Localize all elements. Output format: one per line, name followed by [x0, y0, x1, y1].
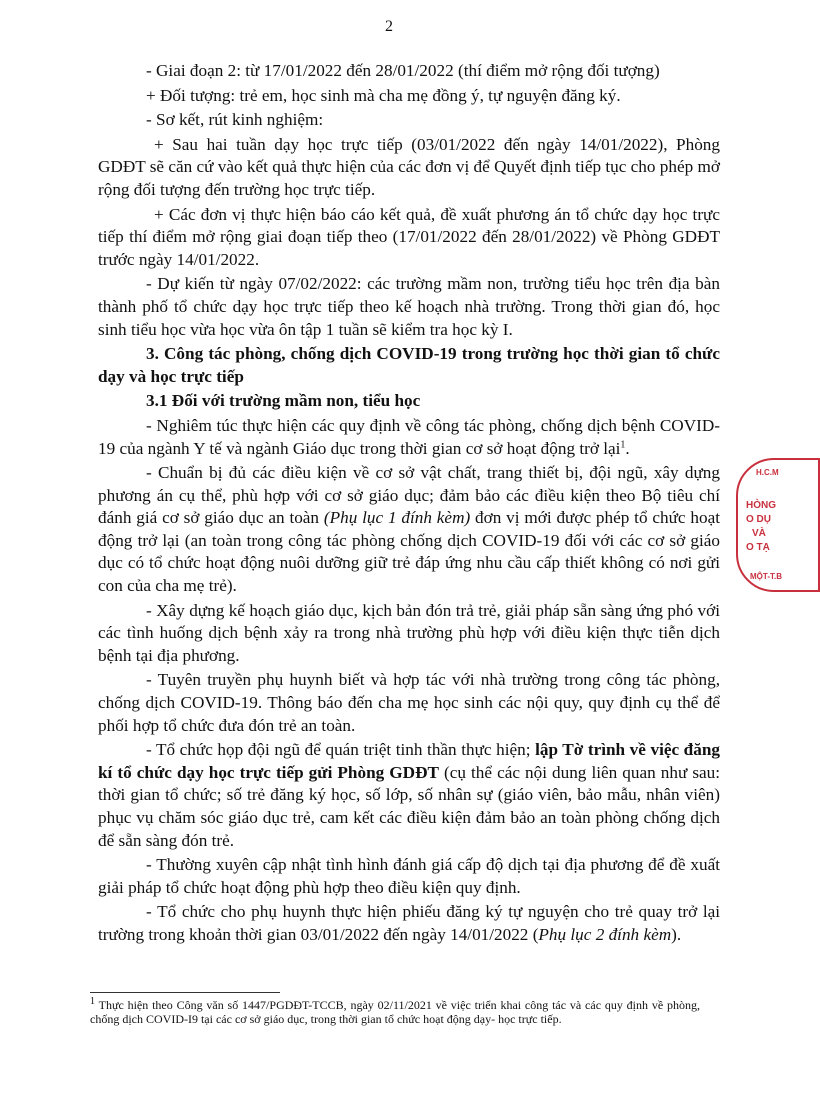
stamp-text: HÒNG [746, 500, 776, 511]
paragraph: - Sơ kết, rút kinh nghiệm: [146, 110, 324, 130]
subsection-heading: 3.1 Đối với trường mầm non, tiểu học [146, 391, 421, 411]
footnote [90, 998, 700, 1026]
page-number: 2 [385, 18, 393, 35]
paragraph: - Giai đoạn 2: từ 17/01/2022 đến 28/01/2022 (thí điểm mở rộng đối tượng) [146, 61, 660, 80]
stamp-text: MỘT-T.B [750, 572, 782, 581]
italic-text: Phụ lục 2 đính kèm [538, 924, 672, 944]
stamp-text: O TẠ [746, 542, 770, 553]
stamp-text: O DỤ [746, 514, 771, 525]
paragraph [98, 901, 720, 946]
stamp-text: VÀ [752, 528, 766, 539]
footnote-mark: 1 [90, 996, 95, 1007]
text-run: - Chuẩn bị đủ các điều kiện về cơ sở vật chất, trang thiết bị, đội ngũ, xây dựng phương án cụ thể, phù hợp với cơ sở giáo dục; đảm bảo các điều kiện theo Bộ tiêu chí đánh giá cơ sở giáo dục an toàn [98, 463, 720, 528]
text-run: . [625, 438, 630, 458]
paragraph: - Dự kiến từ ngày 07/02/2022: các trường mầm non, trường tiểu học trên địa bàn thành phố tổ chức dạy học trực tiếp theo kế hoạch nhà trường. Trong thời gian đó, học sinh tiểu học vừa học vừa ôn tập 1 tuần sẽ kiểm tra học kỳ I. [98, 274, 720, 339]
text-run: đơn vị mới được phép tổ chức hoạt động trở lại (an toàn trong công tác phòng chống dịch COVID-19 đối với các cơ sở giáo dục có tổ chức hoạt động nuôi dưỡng giữ trẻ đáp ứng nhu cầu cấp thiết không có nơi gửi con của cha mẹ trẻ). [98, 508, 720, 596]
paragraph [98, 739, 720, 852]
paragraph: + Các đơn vị thực hiện báo cáo kết quả, đề xuất phương án tổ chức dạy học trực tiếp thí điểm mở rộng giai đoạn tiếp theo (17/01/2022 đến 28/01/2022) về Phòng GDĐT trước ngày 14/01/2022. [98, 204, 720, 269]
paragraph: - Xây dựng kế hoạch giáo dục, kịch bản đón trả trẻ, giải pháp sẵn sàng ứng phó với các tình huống dịch bệnh xảy ra trong nhà trường phù hợp với điều kiện thực tiễn dịch bệnh tại địa phương. [98, 600, 720, 665]
text-run: - Tổ chức họp đội ngũ để quán triệt tinh thần thực hiện; [146, 740, 536, 760]
italic-text: (Phụ lục 1 đính kèm) [323, 508, 471, 528]
bold-text: lập Tờ trình về việc đăng kí tổ chức dạy học trực tiếp gửi Phòng GDĐT [98, 740, 720, 782]
paragraph: + Đối tượng: trẻ em, học sinh mà cha mẹ đồng ý, tự nguyện đăng ký. [146, 85, 621, 105]
footnote-text: Thực hiện theo Công văn số 1447/PGDĐT-TCCB, ngày 02/11/2021 về việc triển khai công tác và các quy định về phòng, chống dịch COVID-I9 tại các cơ sở giáo dục, trong thời gian tổ chức hoạt động dạy- học trực tiếp. [90, 998, 700, 1026]
paragraph [98, 415, 720, 460]
text-run: - Nghiêm túc thực hiện các quy định về công tác phòng, chống dịch bệnh COVID-19 của ngành Y tế và ngành Giáo dục trong thời gian cơ sở hoạt động trở lại [98, 415, 720, 458]
paragraph: - Tuyên truyền phụ huynh biết và hợp tác với nhà trường trong công tác phòng, chống dịch COVID-19. Thông báo đến cha mẹ học sinh các nội quy, quy định cụ thể để phối hợp tổ chức đưa đón trẻ an toàn. [98, 670, 720, 735]
footnote-divider [90, 992, 280, 993]
text-run: - Tổ chức cho phụ huynh thực hiện phiếu đăng ký tự nguyện cho trẻ quay trở lại trường trong khoản thời gian 03/01/2022 đến ngày 14/01/2022 ( [98, 902, 720, 944]
document-body [98, 60, 720, 949]
stamp-text: H.C.M [756, 468, 779, 477]
paragraph: + Sau hai tuần dạy học trực tiếp (03/01/2022 đến ngày 14/01/2022), Phòng GDĐT sẽ căn cứ vào kết quả thực hiện của các đơn vị để Quyết định tiếp tục cho phép mở rộng đối tượng đến trường học trực tiếp. [98, 134, 720, 199]
section-heading: 3. Công tác phòng, chống dịch COVID-19 trong trường học thời gian tổ chức dạy và học trực tiếp [98, 344, 720, 386]
official-stamp [736, 458, 820, 592]
footnote-reference: 1 [620, 438, 626, 450]
paragraph: - Thường xuyên cập nhật tình hình đánh giá cấp độ dịch tại địa phương để đề xuất giải pháp tổ chức hoạt động phù hợp theo điều kiện quy định. [98, 855, 720, 897]
text-run: ). [671, 924, 682, 944]
paragraph [98, 462, 720, 598]
text-run: (cụ thể các nội dung liên quan như sau: thời gian tổ chức; số trẻ đăng ký học, số lớp, số nhân sự (giáo viên, bảo mẫu, nhân viên) phục vụ chăm sóc giáo dục trẻ, cam kết các điều kiện đảm bảo an toàn phòng chống dịch để sẵn sàng đón trẻ. [98, 762, 721, 850]
